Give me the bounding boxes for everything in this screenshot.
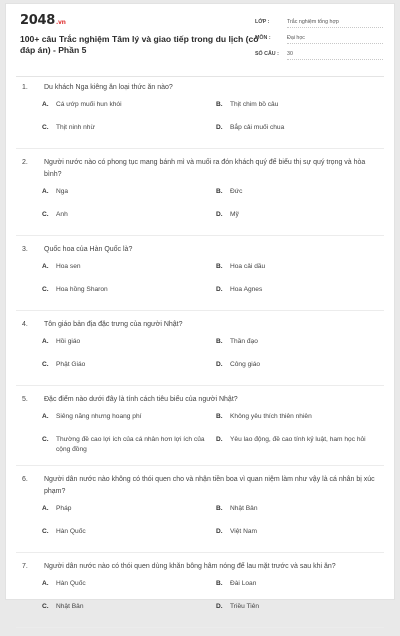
- answer-option[interactable]: [214, 100, 386, 115]
- question-header: [6, 82, 394, 94]
- question-item: [6, 157, 394, 236]
- option-letter: C.: [42, 436, 49, 443]
- option-text: Việt Nam: [230, 528, 257, 535]
- option-letter: B.: [216, 505, 223, 512]
- answer-option[interactable]: [214, 187, 386, 202]
- answer-option[interactable]: [214, 504, 386, 519]
- question-header: [6, 319, 394, 331]
- option-letter: D.: [216, 361, 223, 368]
- answer-options: [6, 412, 394, 463]
- answer-option[interactable]: [42, 435, 214, 455]
- answer-option[interactable]: [42, 504, 214, 519]
- question-divider: [16, 627, 384, 628]
- answer-option[interactable]: [214, 210, 386, 225]
- option-text: Hoa sen: [56, 263, 81, 270]
- option-letter: A.: [42, 338, 49, 345]
- question-list: [6, 82, 394, 636]
- option-letter: A.: [42, 188, 49, 195]
- document-title: 100+ câu Trắc nghiệm Tâm lý và giao tiếp trong du lịch (có đáp án) - Phần 5: [20, 34, 259, 55]
- option-text: Không yêu thích thiên nhiên: [230, 413, 312, 420]
- question-header: [6, 244, 394, 256]
- answer-option[interactable]: [214, 262, 386, 277]
- option-letter: A.: [42, 263, 49, 270]
- question-item: [6, 319, 394, 386]
- answer-option[interactable]: [42, 602, 214, 617]
- answer-options: [6, 100, 394, 146]
- meta-info: [255, 17, 383, 65]
- answer-option[interactable]: [214, 435, 386, 455]
- answer-option[interactable]: [214, 337, 386, 352]
- option-letter: D.: [216, 286, 223, 293]
- option-text: Thịt chim bồ câu: [230, 101, 279, 108]
- option-letter: C.: [42, 211, 49, 218]
- question-text: Du khách Nga kiêng ăn loại thức ăn nào?: [44, 84, 173, 91]
- question-number: 2.: [22, 159, 28, 166]
- option-letter: D.: [216, 528, 223, 535]
- question-number: 1.: [22, 84, 28, 91]
- question-number: 5.: [22, 396, 28, 403]
- meta-subject-row: [255, 33, 383, 49]
- question-divider: [16, 465, 384, 466]
- meta-count-row: [255, 49, 383, 65]
- meta-class-value: Trắc nghiệm tổng hợp: [287, 19, 383, 28]
- option-text: Hoa hồng Sharon: [56, 286, 108, 293]
- question-number: 6.: [22, 476, 28, 483]
- question-number: 7.: [22, 563, 28, 570]
- question-item: [6, 474, 394, 553]
- option-letter: C.: [42, 286, 49, 293]
- answer-options: [6, 579, 394, 625]
- option-letter: B.: [216, 101, 223, 108]
- option-letter: B.: [216, 188, 223, 195]
- answer-option[interactable]: [42, 360, 214, 375]
- option-letter: A.: [42, 101, 49, 108]
- option-text: Phật Giáo: [56, 361, 86, 368]
- question-header: [6, 474, 394, 498]
- option-letter: A.: [42, 580, 49, 587]
- option-letter: C.: [42, 124, 49, 131]
- logo-text: 2048: [20, 13, 55, 28]
- meta-class-label: LỚP :: [255, 19, 270, 25]
- worksheet-header: [6, 4, 394, 72]
- question-divider: [16, 552, 384, 553]
- option-text: Thịt ninh nhừ: [56, 124, 95, 131]
- option-text: Thường đề cao lợi ích của cá nhân hơn lợi ích của cộng đồng: [56, 436, 205, 453]
- meta-subject-value: Đại học: [287, 35, 383, 44]
- option-letter: C.: [42, 361, 49, 368]
- question-header: [6, 157, 394, 181]
- option-text: Thần đạo: [230, 338, 258, 345]
- option-text: Yêu lao động, đề cao tính kỷ luật, ham học hỏi: [230, 436, 366, 443]
- answer-option[interactable]: [42, 210, 214, 225]
- answer-options: [6, 262, 394, 308]
- question-divider: [16, 385, 384, 386]
- answer-option[interactable]: [42, 527, 214, 542]
- answer-option[interactable]: [42, 412, 214, 427]
- question-text: Người dân nước nào không có thói quen cho và nhận tiền boa vì quan niệm làm như vậy là cá nhân bị xúc phạm?: [44, 476, 375, 495]
- answer-option[interactable]: [42, 187, 214, 202]
- meta-count-value: 30: [287, 51, 383, 60]
- logo-domain: .vn: [55, 19, 66, 26]
- option-text: Đức: [230, 188, 243, 195]
- question-item: [6, 394, 394, 466]
- option-text: Nhật Bản: [230, 505, 258, 512]
- header-divider: [16, 76, 384, 77]
- option-letter: B.: [216, 338, 223, 345]
- question-divider: [16, 310, 384, 311]
- option-text: Nhật Bản: [56, 603, 84, 610]
- answer-option[interactable]: [214, 412, 386, 427]
- option-text: Nga: [56, 188, 69, 195]
- answer-options: [6, 504, 394, 550]
- question-text: Người dân nước nào có thói quen dùng khăn bông hâm nóng để lau mặt trước và sau khi ăn?: [44, 563, 336, 570]
- meta-subject-label: MÔN :: [255, 35, 271, 41]
- option-text: Công giáo: [230, 361, 261, 368]
- answer-option[interactable]: [42, 579, 214, 594]
- answer-option[interactable]: [42, 337, 214, 352]
- question-item: [6, 244, 394, 311]
- option-text: Hoa cải dầu: [230, 263, 266, 270]
- answer-option[interactable]: [214, 285, 386, 300]
- meta-class-row: [255, 17, 383, 33]
- meta-count-label: SỐ CÂU :: [255, 51, 279, 57]
- question-text: Đặc điểm nào dưới đây là tính cách tiêu biểu của người Nhật?: [44, 396, 238, 403]
- option-letter: C.: [42, 528, 49, 535]
- option-text: Đài Loan: [230, 580, 257, 587]
- option-letter: A.: [42, 505, 49, 512]
- answer-option[interactable]: [214, 360, 386, 375]
- answer-option[interactable]: [214, 602, 386, 617]
- option-text: Hồi giáo: [56, 338, 81, 345]
- question-text: Tôn giáo bản địa đặc trưng của người Nhật?: [44, 321, 183, 328]
- question-header: [6, 561, 394, 573]
- option-text: Anh: [56, 211, 68, 218]
- answer-option[interactable]: [42, 285, 214, 300]
- answer-option[interactable]: [214, 123, 386, 138]
- worksheet-page: [5, 3, 395, 610]
- option-letter: D.: [216, 211, 223, 218]
- option-text: Hoa Agnes: [230, 286, 263, 293]
- option-letter: A.: [42, 413, 49, 420]
- question-number: 3.: [22, 246, 28, 253]
- answer-option[interactable]: [214, 579, 386, 594]
- option-letter: D.: [216, 436, 223, 443]
- option-text: Triều Tiên: [230, 603, 260, 610]
- answer-options: [6, 187, 394, 233]
- option-text: Hàn Quốc: [56, 580, 86, 587]
- option-letter: B.: [216, 413, 223, 420]
- option-letter: B.: [216, 263, 223, 270]
- option-text: Hàn Quốc: [56, 528, 86, 535]
- option-text: Bắp cải muối chua: [230, 124, 285, 131]
- question-header: [6, 394, 394, 406]
- option-letter: D.: [216, 124, 223, 131]
- option-text: Mỹ: [230, 211, 239, 218]
- answer-option[interactable]: [42, 262, 214, 277]
- option-letter: B.: [216, 580, 223, 587]
- answer-option[interactable]: [214, 527, 386, 542]
- question-divider: [16, 148, 384, 149]
- question-divider: [16, 235, 384, 236]
- option-text: Cá ướp muối hun khói: [56, 101, 122, 108]
- question-item: [6, 561, 394, 628]
- question-text: Quốc hoa của Hàn Quốc là?: [44, 246, 133, 253]
- option-text: Pháp: [56, 505, 72, 512]
- question-number: 4.: [22, 321, 28, 328]
- option-text: Siêng năng nhưng hoang phí: [56, 413, 142, 420]
- option-letter: C.: [42, 603, 49, 610]
- answer-option[interactable]: [42, 123, 214, 138]
- question-item: [6, 82, 394, 149]
- site-logo[interactable]: [20, 14, 66, 28]
- question-text: Người nước nào có phong tục mang bánh mì và muối ra đón khách quý để biểu thị sự quý trọng và hòa bình?: [44, 159, 366, 178]
- answer-options: [6, 337, 394, 383]
- answer-option[interactable]: [42, 100, 214, 115]
- option-letter: D.: [216, 603, 223, 610]
